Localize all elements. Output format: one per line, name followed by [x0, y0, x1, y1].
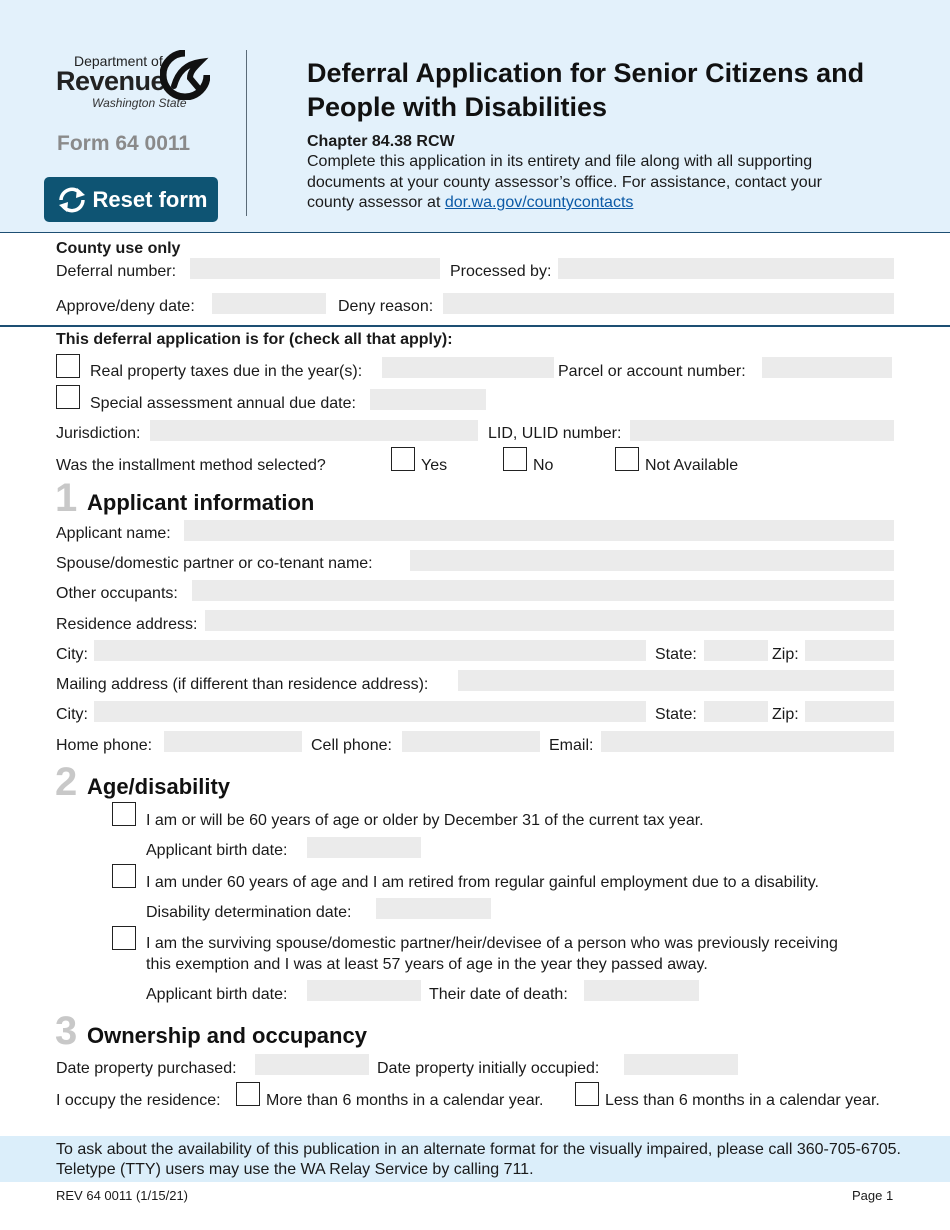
birth-date-field-1[interactable] — [307, 837, 421, 858]
disability-date-field[interactable] — [376, 898, 491, 919]
installment-question: Was the installment method selected? — [56, 457, 326, 474]
page-number: Page 1 — [852, 1188, 894, 1203]
surviving-spouse-label-line1: I am the surviving spouse/domestic partner/heir/devisee of a person who was previously receiving — [146, 935, 838, 952]
real-property-label: Real property taxes due in the year(s): — [90, 363, 363, 380]
occupied-date-label: Date property initially occupied: — [377, 1060, 600, 1077]
mailing-address-field[interactable] — [458, 670, 894, 691]
logo-state-text: Washington State — [92, 96, 187, 110]
section-1-title: Applicant information — [87, 490, 315, 515]
installment-na-checkbox[interactable] — [615, 447, 639, 471]
county-contacts-link[interactable]: dor.wa.gov/countycontacts — [444, 194, 634, 211]
birth-date-label-1: Applicant birth date: — [146, 842, 288, 859]
birth-date-field-2[interactable] — [307, 980, 421, 1001]
section-3-title: Ownership and occupancy — [87, 1023, 367, 1048]
approve-deny-date-field[interactable] — [212, 293, 326, 314]
residence-state-label: State: — [655, 646, 697, 663]
mailing-zip-label: Zip: — [772, 706, 799, 723]
parcel-field[interactable] — [762, 357, 892, 378]
parcel-label: Parcel or account number: — [558, 363, 746, 380]
mailing-state-field[interactable] — [704, 701, 768, 722]
jurisdiction-label: Jurisdiction: — [56, 425, 141, 442]
disability-checkbox[interactable] — [112, 864, 136, 888]
real-property-years-field[interactable] — [382, 357, 554, 378]
applicant-name-field[interactable] — [184, 520, 894, 541]
disability-label: I am under 60 years of age and I am retired from regular gainful employment due to a disability. — [146, 874, 819, 891]
spouse-label: Spouse/domestic partner or co-tenant name: — [56, 555, 373, 572]
section-divider — [0, 325, 950, 327]
lid-label: LID, ULID number: — [488, 425, 622, 442]
residence-address-label: Residence address: — [56, 616, 198, 633]
special-assessment-checkbox[interactable] — [56, 385, 80, 409]
logo-revenue-text: Revenue — [56, 66, 166, 96]
occupy-label: I occupy the residence: — [56, 1092, 221, 1109]
occupied-date-field[interactable] — [624, 1054, 738, 1075]
death-date-field[interactable] — [584, 980, 699, 1001]
intro-text: Complete this application in its entirety and file along with all supporting documents at your county assessor’s office. For assistance, contact your county assessor at dor.wa.gov/countycontacts — [307, 153, 822, 211]
mailing-state-label: State: — [655, 706, 697, 723]
page-title: Deferral Application for Senior Citizens and People with Disabilities — [307, 58, 865, 122]
revision-number: REV 64 0011 (1/15/21) — [56, 1188, 189, 1203]
logo-department-text: Department of — [74, 53, 163, 69]
age-60-checkbox[interactable] — [112, 802, 136, 826]
section-2-number: 2 — [55, 760, 78, 804]
less-than-6-months-label: Less than 6 months in a calendar year. — [605, 1092, 880, 1109]
residence-city-label: City: — [56, 646, 88, 663]
deferral-number-label: Deferral number: — [56, 263, 177, 280]
purchased-date-field[interactable] — [255, 1054, 369, 1075]
county-use-heading: County use only — [56, 240, 181, 257]
residence-zip-field[interactable] — [805, 640, 894, 661]
chapter-ref: Chapter 84.38 RCW — [307, 133, 455, 150]
special-assessment-date-field[interactable] — [370, 389, 486, 410]
jurisdiction-field[interactable] — [150, 420, 478, 441]
residence-city-field[interactable] — [94, 640, 646, 661]
processed-by-field[interactable] — [558, 258, 894, 279]
death-date-label: Their date of death: — [429, 986, 568, 1003]
surviving-spouse-label-line2: this exemption and I was at least 57 years of age in the year they passed away. — [146, 956, 708, 973]
deny-reason-label: Deny reason: — [338, 298, 434, 315]
section-2-title: Age/disability — [87, 774, 231, 799]
reset-form-label: Reset form — [92, 186, 208, 212]
special-assessment-label: Special assessment annual due date: — [90, 395, 356, 412]
processed-by-label: Processed by: — [450, 263, 552, 280]
purchased-date-label: Date property purchased: — [56, 1060, 237, 1077]
other-occupants-field[interactable] — [192, 580, 894, 601]
cell-phone-field[interactable] — [402, 731, 540, 752]
mailing-city-field[interactable] — [94, 701, 646, 722]
disability-date-label: Disability determination date: — [146, 904, 352, 921]
home-phone-label: Home phone: — [56, 737, 153, 754]
email-field[interactable] — [601, 731, 894, 752]
residence-state-field[interactable] — [704, 640, 768, 661]
deny-reason-field[interactable] — [443, 293, 894, 314]
installment-yes-label: Yes — [421, 457, 448, 474]
deferral-number-field[interactable] — [190, 258, 440, 279]
home-phone-field[interactable] — [164, 731, 302, 752]
dor-logo-icon — [160, 50, 210, 100]
section-1-number: 1 — [55, 476, 78, 520]
surviving-spouse-checkbox[interactable] — [112, 926, 136, 950]
form-number: Form 64 0011 — [57, 132, 191, 155]
more-than-6-months-label: More than 6 months in a calendar year. — [266, 1092, 544, 1109]
mailing-zip-field[interactable] — [805, 701, 894, 722]
cell-phone-label: Cell phone: — [311, 737, 392, 754]
installment-no-checkbox[interactable] — [503, 447, 527, 471]
more-than-6-months-checkbox[interactable] — [236, 1082, 260, 1106]
approve-deny-date-label: Approve/deny date: — [56, 298, 195, 315]
spouse-field[interactable] — [410, 550, 894, 571]
mailing-address-label: Mailing address (if different than residence address): — [56, 676, 429, 693]
reset-form-button[interactable] — [44, 177, 218, 222]
email-label: Email: — [549, 737, 594, 754]
installment-na-label: Not Available — [645, 457, 739, 474]
section-3-number: 3 — [55, 1009, 78, 1053]
mailing-city-label: City: — [56, 706, 88, 723]
header-divider — [246, 50, 247, 216]
lid-field[interactable] — [630, 420, 894, 441]
accessibility-notice: To ask about the availability of this publication in an alternate format for the visually impaired, please call 360-705-6705. Teletype (TTY) users may use the WA Relay Service by calling 711. — [56, 1141, 901, 1178]
application-for-heading: This deferral application is for (check all that apply): — [56, 331, 453, 348]
age-60-label: I am or will be 60 years of age or older by December 31 of the current tax year. — [146, 812, 704, 829]
real-property-checkbox[interactable] — [56, 354, 80, 378]
less-than-6-months-checkbox[interactable] — [575, 1082, 599, 1106]
applicant-name-label: Applicant name: — [56, 525, 171, 542]
residence-zip-label: Zip: — [772, 646, 799, 663]
other-occupants-label: Other occupants: — [56, 585, 178, 602]
refresh-icon — [55, 185, 89, 215]
residence-address-field[interactable] — [205, 610, 894, 631]
installment-no-label: No — [533, 457, 554, 474]
installment-yes-checkbox[interactable] — [391, 447, 415, 471]
birth-date-label-2: Applicant birth date: — [146, 986, 288, 1003]
